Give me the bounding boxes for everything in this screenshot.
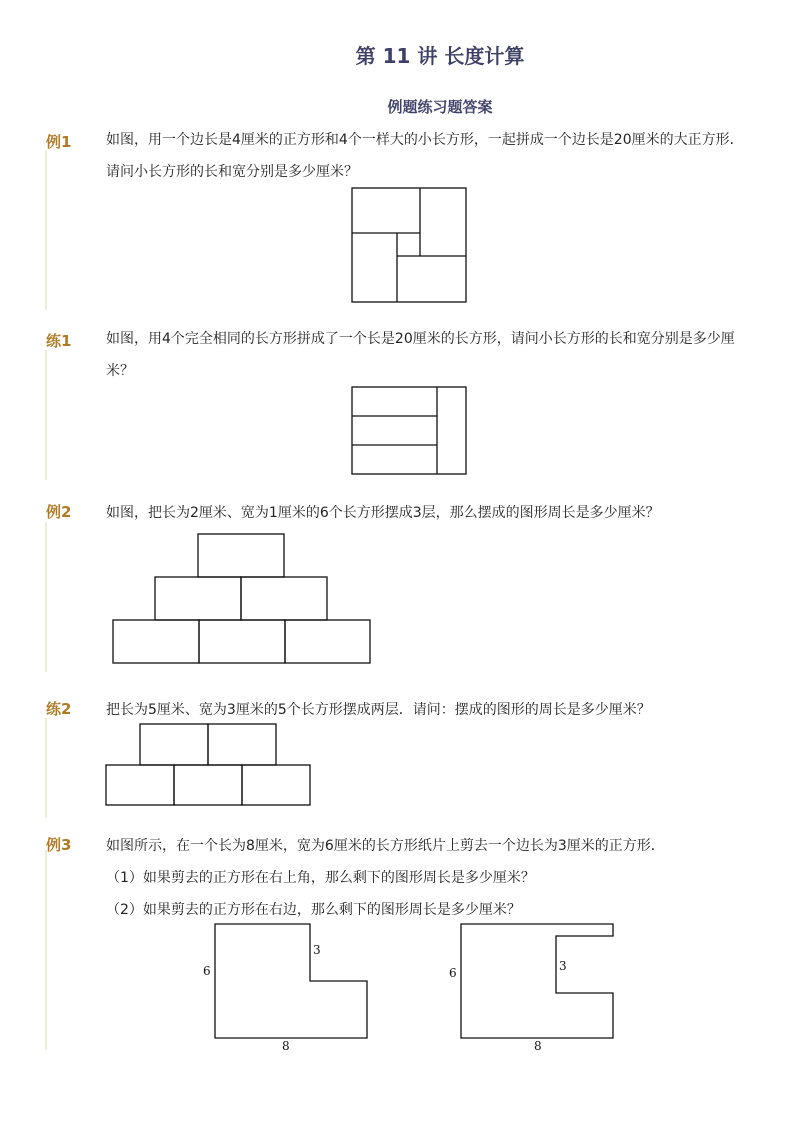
figure-four-rectangles: [351, 386, 467, 476]
problem-text-pr1: 如图，用4个完全相同的长方形拼成了一个长是20厘米的长方形，请问小长方形的长和宽分别是多少厘米？: [106, 331, 735, 379]
fig-right-width-label: 8: [534, 1039, 542, 1053]
page-title: 第 11 讲 长度计算: [355, 44, 525, 68]
problem-text-ex2: 如图，把长为2厘米、宽为1厘米的6个长方形摆成3层，那么摆成的图形周长是多少厘米？: [106, 505, 660, 521]
figure-square-pinwheel: [351, 187, 467, 303]
left-rule-2: [45, 350, 47, 480]
figure-corner-cut-rectangle: [200, 922, 370, 1057]
problem-text-pr2: 把长为5厘米、宽为3厘米的5个长方形摆成两层．请问：摆成的图形的周长是多少厘米？: [106, 702, 651, 718]
fig-right-height-label: 6: [449, 966, 457, 980]
problem-label-pr2: 练2: [46, 700, 72, 718]
fig-left-width-label: 8: [282, 1039, 290, 1053]
left-rule-3: [45, 522, 47, 672]
fig-right-cut-label: 3: [559, 959, 567, 973]
fig-left-height-label: 6: [203, 964, 211, 978]
figure-two-layer-rectangles: [105, 723, 311, 807]
left-rule-1: [45, 150, 47, 310]
left-rule-4: [45, 718, 47, 818]
problem-subquestion-1: （1）如果剪去的正方形在右上角，那么剩下的图形周长是多少厘米？: [106, 870, 535, 886]
problem-label-ex1: 例1: [46, 133, 72, 151]
problem-label-ex2: 例2: [46, 503, 72, 521]
figure-pyramid-three-layers: [112, 533, 372, 665]
figure-side-cut-rectangle: [447, 922, 617, 1057]
problem-subquestion-2: （2）如果剪去的正方形在右边，那么剩下的图形周长是多少厘米？: [106, 902, 521, 918]
problem-label-ex3: 例3: [46, 836, 72, 854]
problem-text-ex1: 如图，用一个边长是4厘米的正方形和4个一样大的小长方形，一起拼成一个边长是20厘米的大正方形．请问小长方形的长和宽分别是多少厘米？: [106, 132, 744, 180]
left-rule-5: [45, 850, 47, 1050]
page-subtitle: 例题练习题答案: [387, 98, 493, 116]
fig-left-cut-label: 3: [313, 943, 321, 957]
problem-text-ex3: 如图所示，在一个长为8厘米，宽为6厘米的长方形纸片上剪去一个边长为3厘米的正方形．: [106, 838, 665, 854]
problem-label-pr1: 练1: [46, 332, 72, 350]
